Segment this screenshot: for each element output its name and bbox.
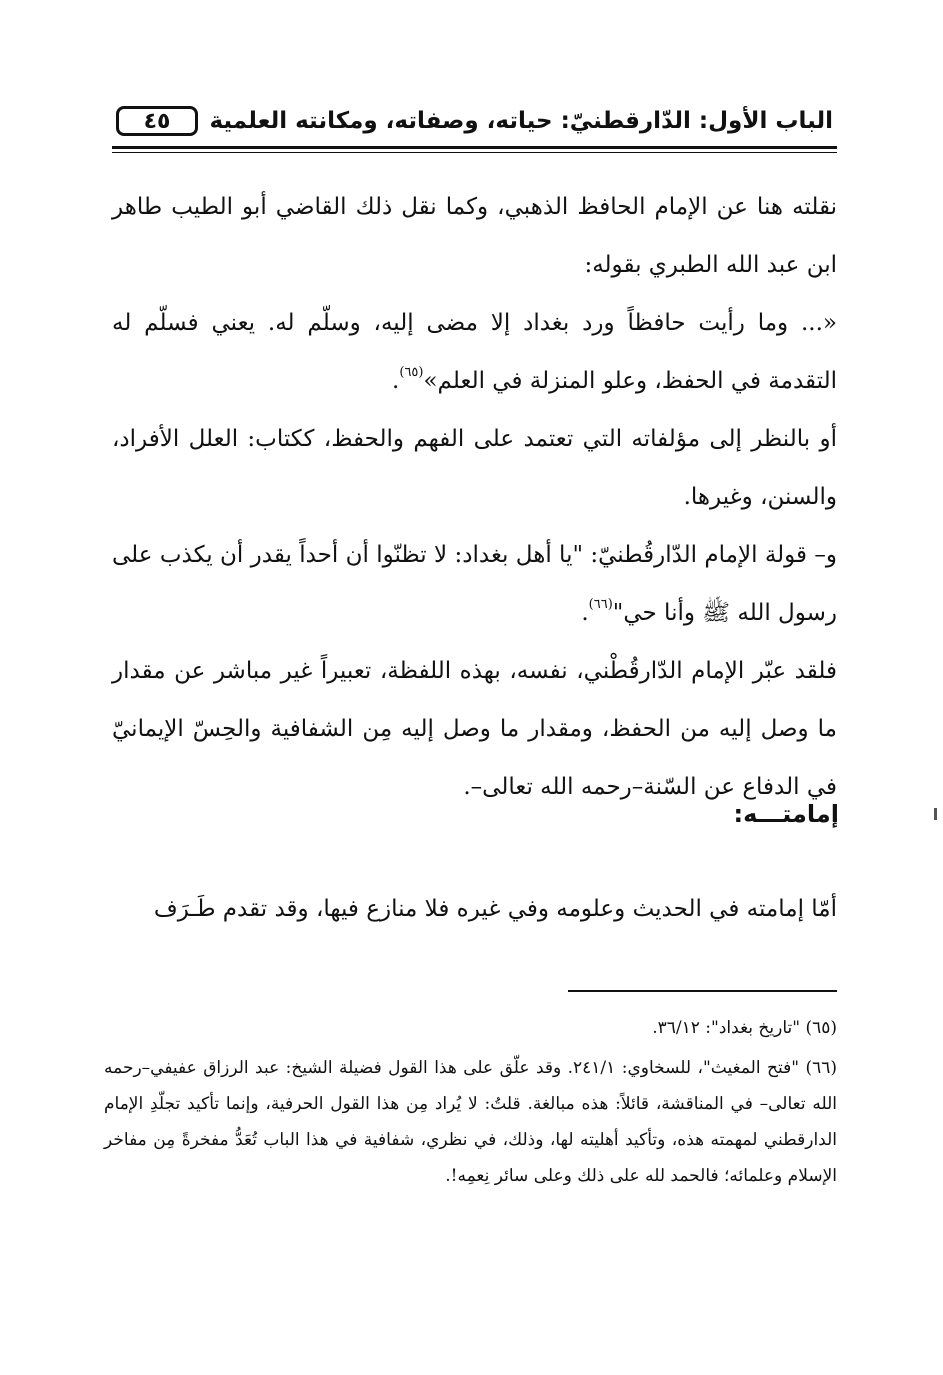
footnote-ref-66: (٦٦) — [588, 597, 613, 612]
running-title: الباب الأول: الدّارقطنيّ: حياته، وصفاته، ومكانته العلمية — [209, 108, 833, 134]
footnote-65: (٦٥) "تاريخ بغداد": ٣٦/١٢. — [652, 1018, 837, 1038]
footnote-separator — [568, 990, 837, 992]
footnotes — [104, 1010, 837, 1198]
paragraph-text: نقلته هنا عن الإمام الحافظ الذهبي، وكما نقل ذلك القاضي أبو الطيب طاهر ابن عبد الله الطبري بقوله: — [112, 194, 837, 278]
scan-edge-mark — [934, 808, 937, 820]
paragraph — [112, 178, 837, 294]
paragraph — [112, 880, 837, 938]
section-text: أمّا إمامته في الحديث وعلومه وفي غيره فلا منازع فيها، وقد تقدم طَـرَف — [153, 896, 837, 922]
paragraph-text: فلقد عبّر الإمام الدّارقُطْني، نفسه، بهذه اللفظة، تعبيراً غير مباشر عن مقدار ما وصل إليه من الحفظ، ومقدار ما وصل إليه مِن الشفافية والحِسّ الإيمانيّ في الدفاع عن السّنة–رحمه الله تعالى–. — [112, 658, 837, 800]
paragraph — [112, 526, 837, 642]
paragraph — [112, 642, 837, 816]
page-number: ٤٥ — [116, 106, 198, 136]
header-rule-thin — [112, 152, 837, 153]
paragraph-text: أو بالنظر إلى مؤلفاته التي تعتمد على الفهم والحفظ، ككتاب: العلل الأفراد، والسنن، وغيرها. — [112, 426, 837, 510]
section-heading: إمامتـــه: — [733, 800, 839, 828]
paragraph — [112, 410, 837, 526]
sentence-end: . — [581, 600, 589, 626]
footnote-66: (٦٦) "فتح المغيث"، للسخاوي: ٢٤١/١. وقد علّق على هذا القول فضيلة الشيخ: عبد الرزاق عفيفي–رحمه الله تعالى– في المناقشة، قائلاً: هذه مبالغة. قلتُ: لا يُراد مِن هذا القول الحرفية، وإنما تأكيد تجلّدِ الإمام الدارقطني لمهمته هذه، وتأكيد أهليته لها، وذلك، في نظري، شفافية في هذا الباب تُعَدُّ مفخرةً مِن مفاخر الإسلام وعلمائه؛ فالحمد لله على ذلك وعلى سائر نِعمِه!. — [104, 1058, 837, 1186]
quote-paragraph — [112, 294, 837, 410]
paragraph-text: و– قولة الإمام الدّارقُطنيّ: "يا أهل بغداد: لا تظنّوا أن أحداً يقدر أن يكذب على رسول الله ﷺ وأنا حي" — [112, 542, 837, 626]
header-rule-thick — [112, 146, 837, 149]
sentence-end: . — [392, 368, 400, 394]
footnote-ref-65: (٦٥) — [399, 365, 424, 380]
quote-text: «... وما رأيت حافظاً ورد بغداد إلا مضى إليه، وسلّم له. يعني فسلّم له التقدمة في الحفظ، وعلو المنزلة في العلم» — [112, 310, 837, 394]
page-header — [112, 100, 837, 146]
